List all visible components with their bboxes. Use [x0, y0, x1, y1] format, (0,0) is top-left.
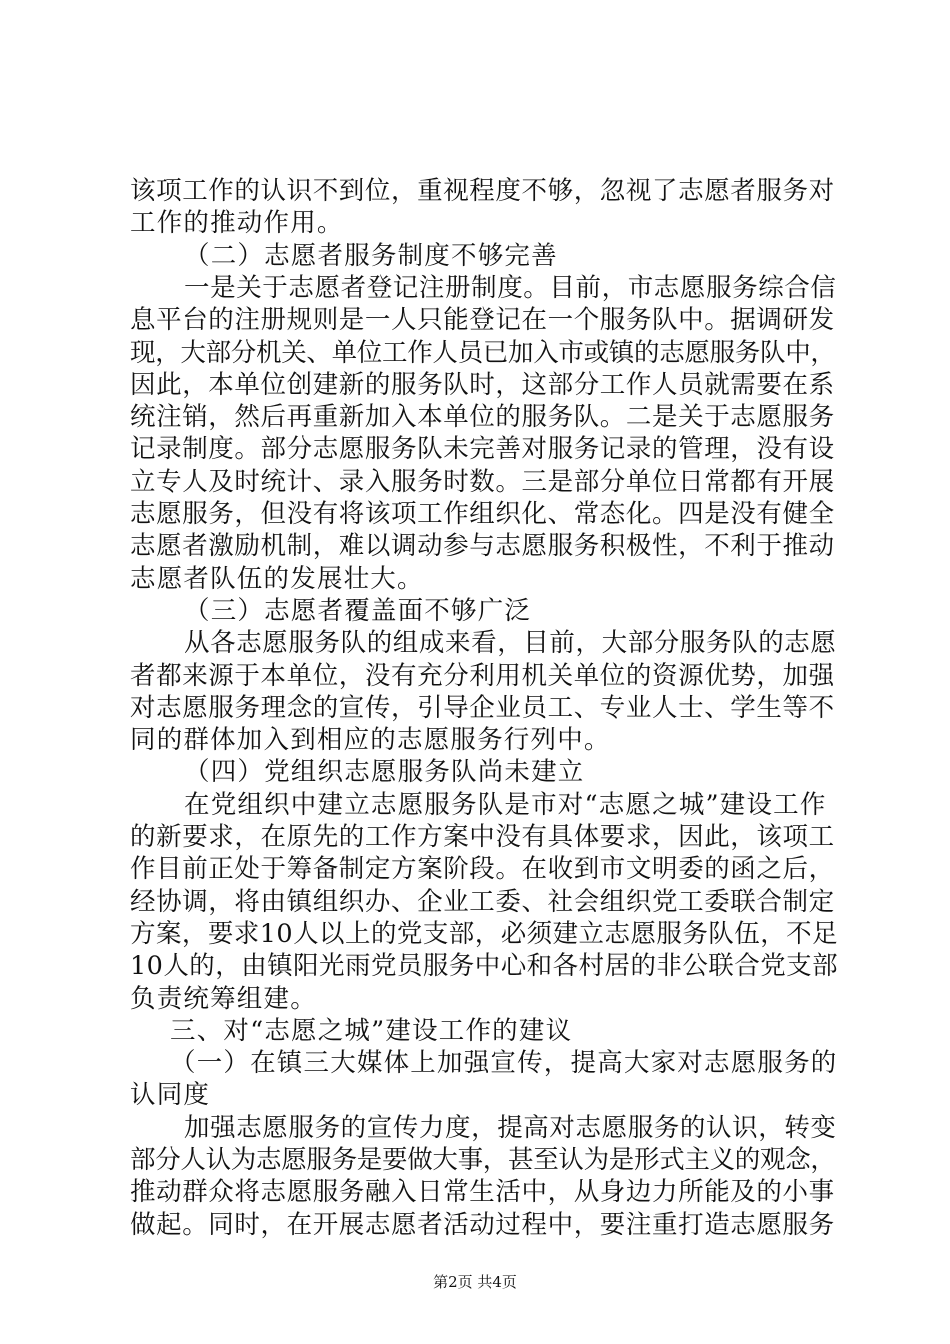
text-line: 志愿服务，但没有将该项工作组织化、常态化。四是没有健全: [130, 499, 835, 529]
text-line: 记录制度。部分志愿服务队未完善对服务记录的管理，没有设: [130, 434, 835, 465]
text-line: （二）志愿者服务制度不够完善: [184, 240, 558, 271]
text-line: 10人的，由镇阳光雨党员服务中心和各村居的非公联合党支部: [130, 951, 839, 982]
text-line: 作目前正处于筹备制定方案阶段。在收到市文明委的函之后，: [130, 854, 835, 885]
text-line: （三）志愿者覆盖面不够广泛: [184, 595, 532, 626]
text-line: 加强志愿服务的宣传力度，提高对志愿服务的认识，转变: [184, 1112, 837, 1143]
text-line: （四）党组织志愿服务队尚未建立: [184, 757, 585, 788]
text-line: 三、对“志愿之城”建设工作的建议: [170, 1015, 573, 1046]
text-line: 经协调，将由镇组织办、企业工委、社会组织党工委联合制定: [130, 886, 835, 917]
text-line: 做起。同时，在开展志愿者活动过程中，要注重打造志愿服务: [130, 1209, 835, 1240]
text-line: 一是关于志愿者登记注册制度。目前，市志愿服务综合信: [184, 272, 837, 303]
text-line: 工作的推动作用。: [130, 208, 344, 239]
text-line: 同的群体加入到相应的志愿服务行列中。: [130, 725, 611, 756]
text-line: 现，大部分机关、单位工作人员已加入市或镇的志愿服务队中，: [130, 337, 836, 368]
text-line: 志愿者激励机制，难以调动参与志愿服务积极性，不利于推动: [130, 531, 835, 562]
text-line: 志愿者队伍的发展壮大。: [130, 563, 424, 594]
text-line: 认同度: [130, 1080, 211, 1111]
text-line: 立专人及时统计、录入服务时数。三是部分单位日常都有开展: [130, 466, 835, 497]
text-line: 在党组织中建立志愿服务队是市对“志愿之城”建设工作: [184, 789, 827, 820]
text-line: 负责统筹组建。: [130, 983, 317, 1014]
text-line: 的新要求，在原先的工作方案中没有具体要求，因此，该项工: [130, 822, 835, 852]
text-line: 推动群众将志愿服务融入日常生活中，从身边力所能及的小事: [130, 1177, 835, 1208]
text-line: 息平台的注册规则是一人只能登记在一个服务队中。据调研发: [130, 305, 835, 336]
text-line: 从各志愿服务队的组成来看，目前，大部分服务队的志愿: [184, 628, 837, 659]
text-line: （一）在镇三大媒体上加强宣传，提高大家对志愿服务的: [170, 1048, 838, 1079]
text-line: 因此，本单位创建新的服务队时，这部分工作人员就需要在系: [130, 369, 835, 400]
text-line: 方案，要求10人以上的党支部，必须建立志愿服务队伍，不足: [130, 918, 839, 949]
text-line: 对志愿服务理念的宣传，引导企业员工、专业人士、学生等不: [130, 692, 835, 723]
text-line: 者都来源于本单位，没有充分利用机关单位的资源优势，加强: [130, 660, 835, 691]
text-line: 部分人认为志愿服务是要做大事，甚至认为是形式主义的观念，: [130, 1145, 836, 1175]
text-line: 统注销，然后再重新加入本单位的服务队。二是关于志愿服务: [130, 402, 835, 433]
text-line: 该项工作的认识不到位，重视程度不够，忽视了志愿者服务对: [130, 176, 835, 206]
page-footer: 第2页 共4页: [433, 1273, 517, 1291]
